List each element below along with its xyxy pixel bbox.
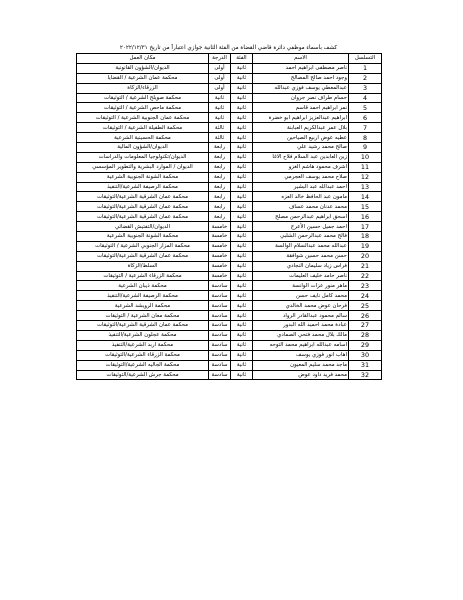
row-workplace: الزرقاء/الزكاة	[77, 83, 209, 93]
row-grade: سادسة	[209, 350, 231, 360]
row-name: حسن محمد حسين شوافقة	[253, 251, 349, 261]
row-name: وجود احمد صالح المصالح	[253, 73, 349, 83]
table-row	[77, 162, 382, 172]
row-grade: سادسة	[209, 360, 231, 370]
row-seq: 11	[349, 162, 382, 172]
row-grade: خامسة	[209, 271, 231, 281]
row-grade: خامسة	[209, 251, 231, 261]
document-title: كشف بأسماء موظفي دائرة قاضي القضاة من الفئة الثانية جوازي اعتباراً من تاريخ ٢٠٢٢/١٢/٣١	[119, 45, 338, 51]
row-category: ثانية	[231, 281, 253, 291]
row-name: عبدالله محمد عبدالسلام الوالسة	[253, 241, 349, 251]
row-seq: 13	[349, 182, 382, 192]
row-seq: 10	[349, 152, 382, 162]
row-category: ثانية	[231, 370, 253, 380]
row-workplace: محكمة عجلون الشرعية/التنفيذ	[77, 330, 209, 340]
row-workplace: الديوان/تكنولوجيا المعلومات والدراسات	[77, 152, 209, 162]
row-grade: ثانية	[209, 103, 231, 113]
row-category: ثانية	[231, 212, 253, 222]
table-row	[77, 291, 382, 301]
row-workplace: محكمة عمان الشرقية الشرعية/التوثيقات	[77, 212, 209, 222]
row-seq: 2	[349, 73, 382, 83]
row-name: محمد فريد داود عوض	[253, 370, 349, 380]
row-workplace: محكمة الشونة الجنوبية الشرعية	[77, 172, 209, 182]
row-category: ثانية	[231, 162, 253, 172]
table-row	[77, 251, 382, 261]
row-category: ثانية	[231, 103, 253, 113]
row-workplace: محكمة ذيبان الشرعية	[77, 281, 209, 291]
table-row	[77, 241, 382, 251]
row-workplace: محكمة عمان الشرقية الشرعية/التوثيقات	[77, 192, 209, 202]
row-workplace: محكمة الزرقاء الشرعية / التوثيقات	[77, 271, 209, 281]
row-grade: ثانية	[209, 93, 231, 103]
row-name: اهاب انور فوزي يوسف	[253, 350, 349, 360]
row-grade: رابعة	[209, 152, 231, 162]
row-name: مالك بلال محمد فتحي الصمادي	[253, 330, 349, 340]
row-seq: 25	[349, 301, 382, 311]
row-seq: 14	[349, 192, 382, 202]
row-name: صالح محمد رشيد علي	[253, 143, 349, 153]
row-category: ثانية	[231, 73, 253, 83]
row-name: محمد عدنان محمد عساف	[253, 202, 349, 212]
row-name: مامون عبد الحافظ خالد العزه	[253, 192, 349, 202]
table-row	[77, 172, 382, 182]
row-workplace: الديوان/الشؤون القانونية	[77, 63, 209, 73]
row-name: اسحق ابراهيم عبدالرحمن مصلح	[253, 212, 349, 222]
table-row	[77, 73, 382, 83]
row-category: ثانية	[231, 321, 253, 331]
row-grade: رابعة	[209, 202, 231, 212]
row-seq: 4	[349, 93, 382, 103]
row-category: ثانية	[231, 192, 253, 202]
row-seq: 31	[349, 360, 382, 370]
table-body	[77, 63, 382, 380]
row-name: نمر ابراهيم احمد قاسم	[253, 103, 349, 113]
row-seq: 27	[349, 321, 382, 331]
row-grade: أولى	[209, 63, 231, 73]
row-workplace: محكمة الرصيفة الشرعية/التنفيذ	[77, 291, 209, 301]
row-seq: 17	[349, 222, 382, 232]
row-category: ثانية	[231, 63, 253, 73]
table-row	[77, 232, 382, 242]
row-seq: 8	[349, 133, 382, 143]
row-category: ثانية	[231, 311, 253, 321]
row-grade: سادسة	[209, 330, 231, 340]
row-seq: 32	[349, 370, 382, 380]
table-row	[77, 83, 382, 93]
row-category: ثانية	[231, 360, 253, 370]
table-row	[77, 271, 382, 281]
row-category: ثانية	[231, 232, 253, 242]
row-name: حسام طراف نصر جروان	[253, 93, 349, 103]
row-workplace: محكمة الحسينية الشرعية	[77, 133, 209, 143]
table-row	[77, 321, 382, 331]
row-workplace: السلط/الزكاة	[77, 261, 209, 271]
table-row	[77, 182, 382, 192]
table-row	[77, 133, 382, 143]
row-workplace: محكمة الرويشد الشرعية	[77, 301, 209, 311]
row-grade: خامسة	[209, 232, 231, 242]
table-row	[77, 192, 382, 202]
row-category: ثانية	[231, 350, 253, 360]
row-grade: رابعة	[209, 162, 231, 172]
row-name: عبادة محمد احميد الله البدور	[253, 321, 349, 331]
header-category: الفئة	[231, 54, 253, 64]
row-name: اشرف محمود هاشم الغزو	[253, 162, 349, 172]
table-row	[77, 93, 382, 103]
table-row	[77, 222, 382, 232]
row-category: ثانية	[231, 251, 253, 261]
row-name: ماهر منور عزات الوانسة	[253, 281, 349, 291]
table-row	[77, 63, 382, 73]
row-category: ثانية	[231, 340, 253, 350]
row-seq: 26	[349, 311, 382, 321]
row-seq: 30	[349, 350, 382, 360]
row-name: فرحان عوض محمد الخالدي	[253, 301, 349, 311]
header-name: الاسم	[253, 54, 349, 64]
row-seq: 21	[349, 261, 382, 271]
row-name: ناصر مصطفى ابراهيم احمد	[253, 63, 349, 73]
table-row	[77, 281, 382, 291]
row-seq: 6	[349, 113, 382, 123]
row-grade: سادسة	[209, 370, 231, 380]
row-grade: خامسة	[209, 222, 231, 232]
row-category: ثانية	[231, 152, 253, 162]
row-workplace: محكمة الطفيلة الشرعية / التوثيقات	[77, 123, 209, 133]
table-row	[77, 212, 382, 222]
row-name: اسامه عبدالله ابراهيم محمد التوحه	[253, 340, 349, 350]
row-name: بلال عمر عبدالكريم العبابنة	[253, 123, 349, 133]
row-workplace: محكمة عمان الشرقية الشرعية/التوثيقات	[77, 202, 209, 212]
row-workplace: محكمة اربد الشرعية/التنفيذ	[77, 340, 209, 350]
row-grade: خامسة	[209, 241, 231, 251]
row-category: ثانية	[231, 143, 253, 153]
table-row	[77, 123, 382, 133]
row-category: ثانية	[231, 83, 253, 93]
row-workplace: محكمة عمان الشرقية الشرعية/التوثيقات	[77, 251, 209, 261]
row-workplace: محكمة صويلح الشرعية / التوثيقات	[77, 93, 209, 103]
row-category: ثانية	[231, 113, 253, 123]
row-grade: رابعة	[209, 143, 231, 153]
row-workplace: الديوان/التفتيش القضائي	[77, 222, 209, 232]
row-category: ثانية	[231, 241, 253, 251]
table-row	[77, 103, 382, 113]
row-category: ثانية	[231, 271, 253, 281]
row-grade: أولى	[209, 83, 231, 93]
table-row	[77, 261, 382, 271]
row-category: ثانية	[231, 330, 253, 340]
row-name: عبدالمعطي يوسف فوزي عبدالله	[253, 83, 349, 93]
row-grade: ثانية	[209, 113, 231, 123]
row-workplace: محكمة المزار الجنوبي الشرعية / التوثيقات	[77, 241, 209, 251]
row-name: فراس زياد سليمان النجادي	[253, 261, 349, 271]
row-name: ناصر حامد خليف العليمات	[253, 271, 349, 281]
row-seq: 7	[349, 123, 382, 133]
row-grade: ثالثة	[209, 133, 231, 143]
row-category: ثانية	[231, 133, 253, 143]
row-grade: سادسة	[209, 311, 231, 321]
row-seq: 9	[349, 143, 382, 153]
row-name: ماجد محمد سليم المعيون	[253, 360, 349, 370]
row-workplace: الديوان / الموارد البشرية والتطوير المؤسسي	[77, 162, 209, 172]
row-workplace: محكمة عمان الشرعية / القضايا	[77, 73, 209, 83]
row-category: ثانية	[231, 261, 253, 271]
row-grade: رابعة	[209, 192, 231, 202]
row-name: زين العابدين عبد السلام فلاح الاغا	[253, 152, 349, 162]
row-name: احمد جميل حسين الأعرج	[253, 222, 349, 232]
row-grade: رابعة	[209, 182, 231, 192]
row-name: صلاح محمد يوسف العجرمي	[253, 172, 349, 182]
row-grade: سادسة	[209, 340, 231, 350]
table-row	[77, 340, 382, 350]
row-workplace: محكمة عمان الشرقية الشرعية/التوثيقات	[77, 321, 209, 331]
row-grade: رابعة	[209, 172, 231, 182]
row-category: ثانية	[231, 123, 253, 133]
table-row	[77, 311, 382, 321]
table-row	[77, 370, 382, 380]
row-name: احمد عبدالله عبد البشير	[253, 182, 349, 192]
row-seq: 22	[349, 271, 382, 281]
row-category: ثانية	[231, 291, 253, 301]
row-name: فالح محمد عبدالرحمن الشلبي	[253, 232, 349, 242]
row-seq: 28	[349, 330, 382, 340]
row-seq: 5	[349, 103, 382, 113]
table-row	[77, 113, 382, 123]
table-row	[77, 143, 382, 153]
row-seq: 24	[349, 291, 382, 301]
table-row	[77, 360, 382, 370]
row-seq: 1	[349, 63, 382, 73]
row-workplace: محكمة الزرقاء الشرعية/التوثيقات	[77, 350, 209, 360]
row-grade: سادسة	[209, 321, 231, 331]
row-grade: سادسة	[209, 291, 231, 301]
row-category: ثانية	[231, 222, 253, 232]
row-name: عطيه عوض اربيع الصياحين	[253, 133, 349, 143]
row-workplace: محكمة معان الشرعية / التوثيقات	[77, 311, 209, 321]
document	[76, 44, 381, 380]
row-seq: 3	[349, 83, 382, 93]
row-seq: 18	[349, 232, 382, 242]
row-category: ثانية	[231, 172, 253, 182]
row-grade: ثالثة	[209, 123, 231, 133]
row-seq: 16	[349, 212, 382, 222]
table-row	[77, 350, 382, 360]
row-seq: 23	[349, 281, 382, 291]
table-row	[77, 301, 382, 311]
row-seq: 12	[349, 172, 382, 182]
row-seq: 29	[349, 340, 382, 350]
row-name: ابراهيم عبدالعزيز ابراهيم ابو خضرة	[253, 113, 349, 123]
row-seq: 15	[349, 202, 382, 212]
header-seq: التسلسل	[349, 54, 382, 64]
row-name: محمد كامل نايف حسن	[253, 291, 349, 301]
row-workplace: محكمة عمان الجنوبية الشرعية / التوثيقات	[77, 113, 209, 123]
row-grade: سادسة	[209, 281, 231, 291]
employees-table	[76, 53, 382, 380]
table-row	[77, 152, 382, 162]
row-grade: رابعة	[209, 212, 231, 222]
row-workplace: محكمة الرصيفة الشرعية/التنفيذ	[77, 182, 209, 192]
row-workplace: محكمة الشونة الجنوبية الشرعية	[77, 232, 209, 242]
row-workplace: الديوان/الشؤون المالية	[77, 143, 209, 153]
row-workplace: محكمة ماحص الشرعية / التوثيقات	[77, 103, 209, 113]
table-row	[77, 330, 382, 340]
row-category: ثانية	[231, 93, 253, 103]
row-grade: أولى	[209, 73, 231, 83]
row-category: ثانية	[231, 202, 253, 212]
row-grade: خامسة	[209, 261, 231, 271]
row-seq: 20	[349, 251, 382, 261]
table-row	[77, 202, 382, 212]
row-category: ثانية	[231, 182, 253, 192]
row-seq: 19	[349, 241, 382, 251]
table-header-row	[77, 54, 382, 64]
row-grade: سادسة	[209, 301, 231, 311]
row-workplace: محكمة الجاليه الشرعية/التوثيقات	[77, 360, 209, 370]
header-grade: الدرجة	[209, 54, 231, 64]
row-name: سالم محمود عبدالقادر الرواد	[253, 311, 349, 321]
row-category: ثانية	[231, 301, 253, 311]
header-workplace: مكان العمل	[77, 54, 209, 64]
row-workplace: محكمة جرش الشرعية/التوثيقات	[77, 370, 209, 380]
